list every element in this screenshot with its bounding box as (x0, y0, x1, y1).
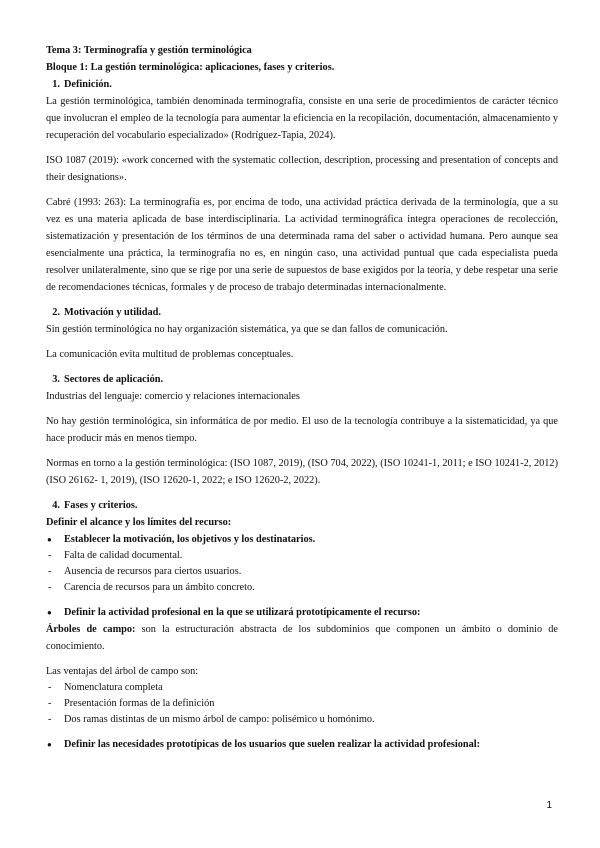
section-number: 1. (52, 79, 60, 90)
document-title: Tema 3: Terminografía y gestión terminológica (46, 45, 252, 56)
paragraph-arboles (46, 621, 558, 655)
section-heading-definicion (46, 76, 558, 93)
section-heading-sectores (46, 371, 558, 388)
arboles-text: son la estructuración abstracta de los subdominios que componen un ámbito o dominio de conocimiento. (46, 624, 558, 652)
list-item: - Carencia de recursos para un ámbito concreto. (46, 580, 558, 596)
document-page (46, 42, 558, 753)
section-heading-motivacion (46, 304, 558, 321)
section-number: 4. (52, 500, 60, 511)
block-heading: Bloque 1: La gestión terminológica: aplicaciones, fases y criterios. (46, 62, 335, 73)
paragraph: Sin gestión terminológica no hay organización sistemática, ya que se dan fallos de comunicación. (46, 324, 448, 335)
section-number: 3. (52, 374, 60, 385)
bullet-item: ● Establecer la motivación, los objetivos y los destinatarios. (46, 531, 558, 548)
list-item: - Ausencia de recursos para ciertos usuarios. (46, 564, 558, 580)
scope-heading: Definir el alcance y los límites del recurso: (46, 517, 232, 528)
section-title: Sectores de aplicación. (64, 374, 164, 385)
dash-list (46, 680, 558, 728)
section-title: Motivación y utilidad. (64, 307, 161, 318)
paragraph: Las ventajas del árbol de campo son: (46, 666, 199, 677)
paragraph: Cabré (1993: 263): La terminografía es, por encima de todo, una actividad práctica derivada de la terminología, que a su vez es una materia aplicada de base interdisciplinaria. La actividad terminográfica integra operaciones de recolección, sistematización y presentación de los términos de una determinada rama del saber o actividad humana. Pero aunque sea esencialmente una práctica, la terminografía no es, en ningún caso, una actividad puntual que cada especialista pueda resolver unilateralmente, sino que se rige por una serie de supuestos de base exigidos por la teoría, y debe respetar una serie de recomendaciones técnicas, formales y de proceso de trabajo determinadas internacionalmente. (46, 197, 558, 293)
section-number: 2. (52, 307, 60, 318)
list-item: - Falta de calidad documental. (46, 548, 558, 564)
arboles-label: Árboles de campo: (46, 624, 136, 635)
section-heading-fases (46, 497, 558, 514)
list-item: - Dos ramas distintas de un mismo árbol de campo: polisémico u homónimo. (46, 712, 558, 728)
list-item: - Presentación formas de la definición (46, 696, 558, 712)
paragraph: La gestión terminológica, también denominada terminografía, consiste en una serie de procedimientos de carácter técnico que involucran el empleo de la tecnología para aumentar la eficiencia en la recopilación, documentación, almacenamiento y recuperación del vocabulario especializado» (Rodríguez-Tapia, 2024). (46, 96, 558, 141)
paragraph: Industrias del lenguaje: comercio y relaciones internacionales (46, 391, 300, 402)
paragraph: No hay gestión terminológica, sin informática de por medio. El uso de la tecnología contribuye a la sistematicidad, ya que hace producir más en menos tiempo. (46, 416, 558, 444)
dash-list (46, 548, 558, 596)
paragraph: La comunicación evita multitud de problemas conceptuales. (46, 349, 294, 360)
bullet-item: ● Definir la actividad profesional en la que se utilizará prototípicamente el recurso: (46, 604, 558, 621)
bullet-item: ● Definir las necesidades prototípicas de los usuarios que suelen realizar la actividad profesional: (46, 736, 558, 753)
section-title: Definición. (64, 79, 112, 90)
paragraph: ISO 1087 (2019): «work concerned with the systematic collection, description, processing and presentation of concepts and their designations». (46, 155, 558, 183)
page-number: 1 (546, 800, 552, 811)
list-item: - Nomenclatura completa (46, 680, 558, 696)
paragraph: Normas en torno a la gestión terminológica: (ISO 1087, 2019), (ISO 704, 2022), (ISO 10241-1, 2011; e ISO 10241-2, 2012) (ISO 26162- 1, 2019), (ISO 12620-1, 2022; e ISO 12620-2, 2022). (46, 458, 558, 486)
section-title: Fases y criterios. (64, 500, 138, 511)
